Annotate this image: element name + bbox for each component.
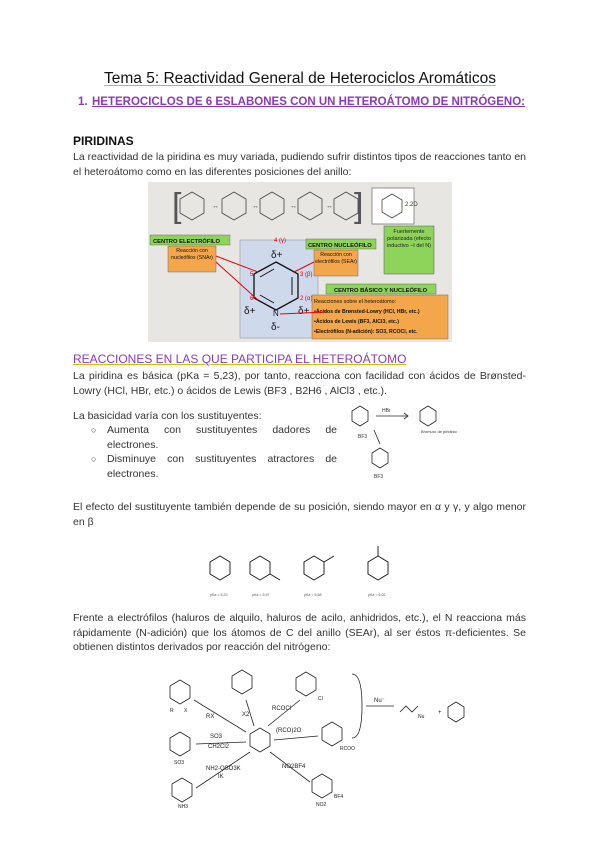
ik-label: IK bbox=[218, 774, 224, 780]
rcoo-label: RCOO bbox=[340, 746, 355, 752]
svg-text:↔: ↔ bbox=[290, 203, 297, 210]
bf3-reagent: BF3 bbox=[358, 434, 368, 440]
so3-minus-label: SO3 bbox=[174, 760, 185, 766]
bullet-text-1: Aumenta con sustituyentes dadores de electrones. bbox=[107, 424, 337, 451]
section-heading-text: HETEROCICLOS DE 6 ESLABONES CON UN HETEROÁTOMO DE NITRÓGENO: bbox=[92, 96, 525, 108]
section-heading-2: REACCIONES EN LAS QUE PARTICIPA EL HETEROÁTOMO bbox=[73, 352, 407, 366]
reaction-3: •Electrófilos (N-adición): SO3, RCOCl, etc. bbox=[314, 329, 418, 335]
section-number: 1. bbox=[78, 96, 88, 108]
delta-plus-top: δ+ bbox=[271, 250, 283, 261]
delta-plus-right: δ+ bbox=[298, 306, 310, 317]
no2bf4-label: NO2BF4 bbox=[282, 764, 306, 770]
nh3-label: NH3 bbox=[178, 804, 189, 810]
electrophile-paragraph: Frente a electrófilos (haluros de alquilo, haluros de acilo, anhidridos, etc.), el N reacciona más rápidamente (N-adición) que los átomos de C del anillo (SEAr), al ser éstos π-deficientes. Se obtienen distintos derivados por reacción del nitrógeno: bbox=[73, 612, 526, 653]
rx-label: RX bbox=[206, 714, 215, 720]
page-title: Tema 5: Reactividad General de Heterociclos Aromáticos bbox=[104, 70, 496, 87]
effect-paragraph: El efecto del sustituyente también depende de su posición, siendo mayor en α y γ, y algo menor en β bbox=[73, 501, 526, 528]
protonation-figure bbox=[350, 400, 470, 492]
electrophile-reaction: Reacción con electrófilos (SEAr) bbox=[315, 252, 357, 265]
position-2: 2 (α) bbox=[300, 296, 313, 302]
svg-text:↔: ↔ bbox=[252, 203, 259, 210]
pka-4: pKa = 6,02 bbox=[368, 593, 386, 597]
pyridine-2 bbox=[250, 556, 270, 580]
bullet-item-2: ○ Disminuye con sustituyentes atractores de electrones. bbox=[91, 453, 337, 480]
rcocl-label: RCOCl bbox=[272, 706, 291, 712]
basicity-intro: La basicidad varía con los sustituyentes: bbox=[73, 410, 262, 422]
no2-label: NO2 bbox=[316, 802, 327, 808]
so3-label: SO3 bbox=[210, 734, 223, 740]
n-addition-figure bbox=[154, 666, 474, 810]
anhydride-label: (RCO)2O bbox=[276, 728, 302, 734]
ch2cl2-label: CH2Cl2 bbox=[208, 744, 230, 750]
bf3-label: BF3 bbox=[374, 474, 384, 480]
plus-sign: + bbox=[438, 710, 442, 716]
pka-figure bbox=[196, 542, 406, 600]
position-3: 3 (β) bbox=[300, 272, 313, 278]
nh2-reagent-label: NH2-OSO3K bbox=[206, 766, 241, 772]
cl-label: Cl bbox=[318, 696, 323, 702]
hetero-reactions-title: Reacciones sobre el heteroátomo: bbox=[314, 299, 397, 305]
svg-text:]: ] bbox=[354, 187, 364, 225]
pyridine-4 bbox=[368, 556, 388, 580]
svg-text:N: N bbox=[273, 309, 279, 318]
bf4-label: BF4 bbox=[334, 794, 344, 800]
nu-product: Nu bbox=[418, 714, 425, 720]
reaction-1: •Ácidos de Brønsted-Lowry (HCl, HBr, etc.) bbox=[314, 309, 420, 315]
delta-minus: δ- bbox=[271, 322, 280, 333]
position-5: 5 bbox=[250, 272, 254, 278]
pka-2: pKa = 5,97 bbox=[252, 593, 270, 597]
pyridine-3 bbox=[304, 556, 324, 580]
dipole-value: 2.2D bbox=[405, 202, 418, 208]
x-label: X bbox=[184, 708, 188, 714]
pka-3: pKa = 5,68 bbox=[304, 593, 322, 597]
bullet-text-2: Disminuye con sustituyentes atractores de electrones. bbox=[107, 453, 337, 480]
nucleophilic-center-label: CENTRO NUCLEÓFILO bbox=[308, 243, 372, 249]
pyridine-paragraph: La reactividad de la piridina es muy variada, pudiendo sufrir distintos tipos de reacciones tanto en el heteroátomo como en las diferentes posiciones del anillo: bbox=[73, 151, 526, 178]
nu-label: Nu⁻ bbox=[374, 698, 385, 704]
pyridine-1 bbox=[210, 556, 230, 580]
reactivity-figure bbox=[148, 182, 452, 342]
svg-text:↔: ↔ bbox=[212, 203, 219, 210]
polarized-note: Fuertemente polarizada (efecto inductivo –I del N) bbox=[386, 229, 432, 249]
position-4: 4 (γ) bbox=[274, 238, 286, 244]
pyridine-heading: PIRIDINAS bbox=[73, 134, 134, 148]
nucleophile-reaction: Reacción con nucleófilos (SNAr) bbox=[171, 248, 213, 261]
bullet-item-1: ○ Aumenta con sustituyentes dadores de electrones. bbox=[91, 424, 337, 451]
r-label: R bbox=[170, 708, 174, 714]
svg-text:[: [ bbox=[172, 187, 182, 225]
svg-text:↔: ↔ bbox=[326, 203, 333, 210]
pka-1: pKa = 5,23 bbox=[210, 593, 228, 597]
x2-label: X2 bbox=[242, 712, 250, 718]
hbr-label: HBr bbox=[382, 408, 391, 414]
basicity-paragraph: La piridina es básica (pKa = 5,23), por tanto, reacciona con facilidad con ácidos de Brønsted-Lowry (HCl, HBr, etc.) o ácidos de Lewis (BF3 , B2H6 , AlCl3 , etc.). bbox=[73, 370, 526, 397]
position-6: 6 bbox=[250, 296, 254, 302]
delta-plus-left: δ+ bbox=[244, 306, 256, 317]
section-heading-1 bbox=[78, 95, 526, 110]
basic-center-label: CENTRO BÁSICO Y NUCLEÓFILO bbox=[334, 288, 428, 294]
reaction-2: •Ácidos de Lewis (BF3, AlCl3, etc.) bbox=[314, 319, 399, 325]
bromide-note: Bromuro de piridinio bbox=[421, 429, 457, 434]
electrophilic-center-label: CENTRO ELECTRÓFILO bbox=[153, 239, 220, 245]
